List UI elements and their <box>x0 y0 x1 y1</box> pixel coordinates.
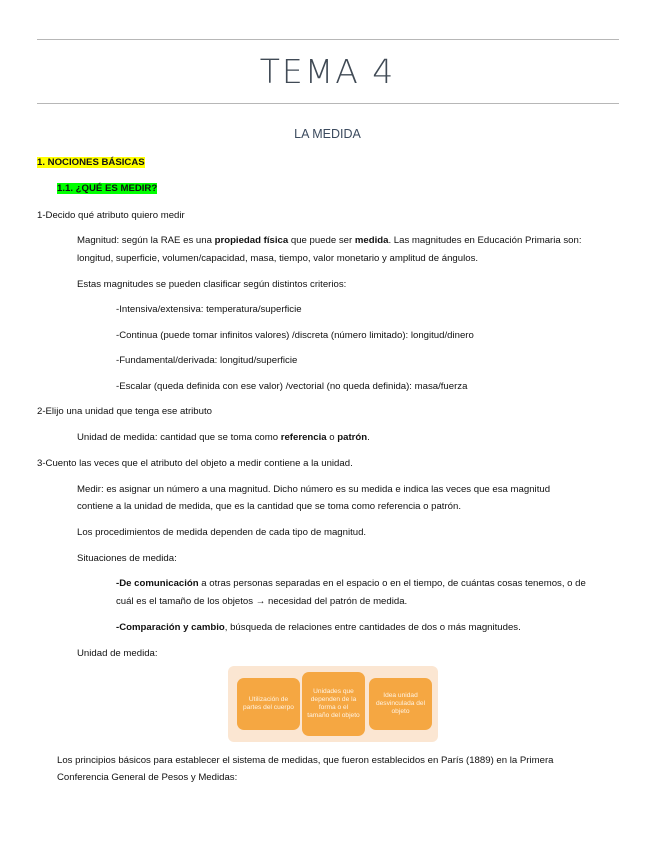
text-run: a otras personas separadas en el espacio o en el tiempo, de cuántas cosas tenemos, o de <box>198 578 586 589</box>
text-run: Unidad de medida: cantidad que se toma como <box>77 432 281 443</box>
subsection-heading-text: 1.1. ¿QUÉ ES MEDIR? <box>57 183 158 194</box>
section-heading-text: 1. NOCIONES BÁSICAS <box>37 157 145 168</box>
medir-definition-1: Medir: es asignar un número a una magnitud. Dicho número es su medida e indica las veces que esa magnitud <box>77 484 551 495</box>
step-1: 1-Decido qué atributo quiero medir <box>37 210 185 221</box>
unit-evolution-diagram <box>228 666 438 742</box>
situations-label: Situaciones de medida: <box>77 553 177 564</box>
top-rule <box>37 39 619 40</box>
diagram-box-object-dependent: Unidades que dependen de la forma o el tamaño del objeto <box>302 672 365 736</box>
text-run: o <box>326 432 338 443</box>
diagram-box-body-parts: Utilización de partes del cuerpo <box>237 678 300 730</box>
medir-definition-2: contiene a la unidad de medida, que es la cantidad que se toma como referencia o patrón. <box>77 501 462 512</box>
bold-run: -Comparación y cambio <box>116 622 225 633</box>
unidad-definition <box>77 432 370 444</box>
bold-run: propiedad física <box>214 235 289 246</box>
classification-intro: Estas magnitudes se pueden clasificar según distintos criterios: <box>77 279 347 290</box>
section-heading <box>37 157 145 169</box>
page-title: TEMA 4 <box>259 52 396 91</box>
text-run: que puede ser <box>288 235 355 246</box>
magnitud-definition <box>77 235 582 247</box>
criterion-4: -Escalar (queda definida con ese valor) /vectorial (no queda definida): masa/fuerza <box>116 381 468 392</box>
criterion-2: -Continua (puede tomar infinitos valores) /discreta (número limitado): longitud/dinero <box>116 330 474 341</box>
bold-run: medida <box>354 235 389 246</box>
procedures-text: Los procedimientos de medida dependen de cada tipo de magnitud. <box>77 527 367 538</box>
page-subtitle: LA MEDIDA <box>294 127 361 141</box>
criterion-3: -Fundamental/derivada: longitud/superficie <box>116 355 298 366</box>
title-rule <box>37 103 619 104</box>
step-2: 2-Elijo una unidad que tenga ese atributo <box>37 406 212 417</box>
subsection-heading <box>57 183 157 195</box>
bold-run: referencia <box>280 432 327 443</box>
situation-1-cont: cuál es el tamaño de los objetos → necesidad del patrón de medida. <box>116 596 408 607</box>
diagram-box-independent-unit: Idea unidad desvinculada del objeto <box>369 678 432 730</box>
bold-run: patrón <box>337 432 368 443</box>
principles-2: Conferencia General de Pesos y Medidas: <box>57 772 238 783</box>
bold-run: -De comunicación <box>116 578 199 589</box>
text-run: Magnitud: según la RAE es una <box>77 235 215 246</box>
unit-diagram-label: Unidad de medida: <box>77 648 158 659</box>
magnitud-list: longitud, superficie, volumen/capacidad, masa, tiempo, valor monetario y amplitud de ángulos. <box>77 253 479 264</box>
situation-1 <box>116 578 586 590</box>
text-run: . <box>367 432 370 443</box>
situation-2 <box>116 622 521 634</box>
criterion-1: -Intensiva/extensiva: temperatura/superficie <box>116 304 302 315</box>
text-run: . Las magnitudes en Educación Primaria son: <box>388 235 582 246</box>
principles-1: Los principios básicos para establecer el sistema de medidas, que fueron establecidos en París (1889) en la Primera <box>57 755 554 766</box>
text-run: , búsqueda de relaciones entre cantidades de dos o más magnitudes. <box>224 622 521 633</box>
step-3: 3-Cuento las veces que el atributo del objeto a medir contiene a la unidad. <box>37 458 353 469</box>
